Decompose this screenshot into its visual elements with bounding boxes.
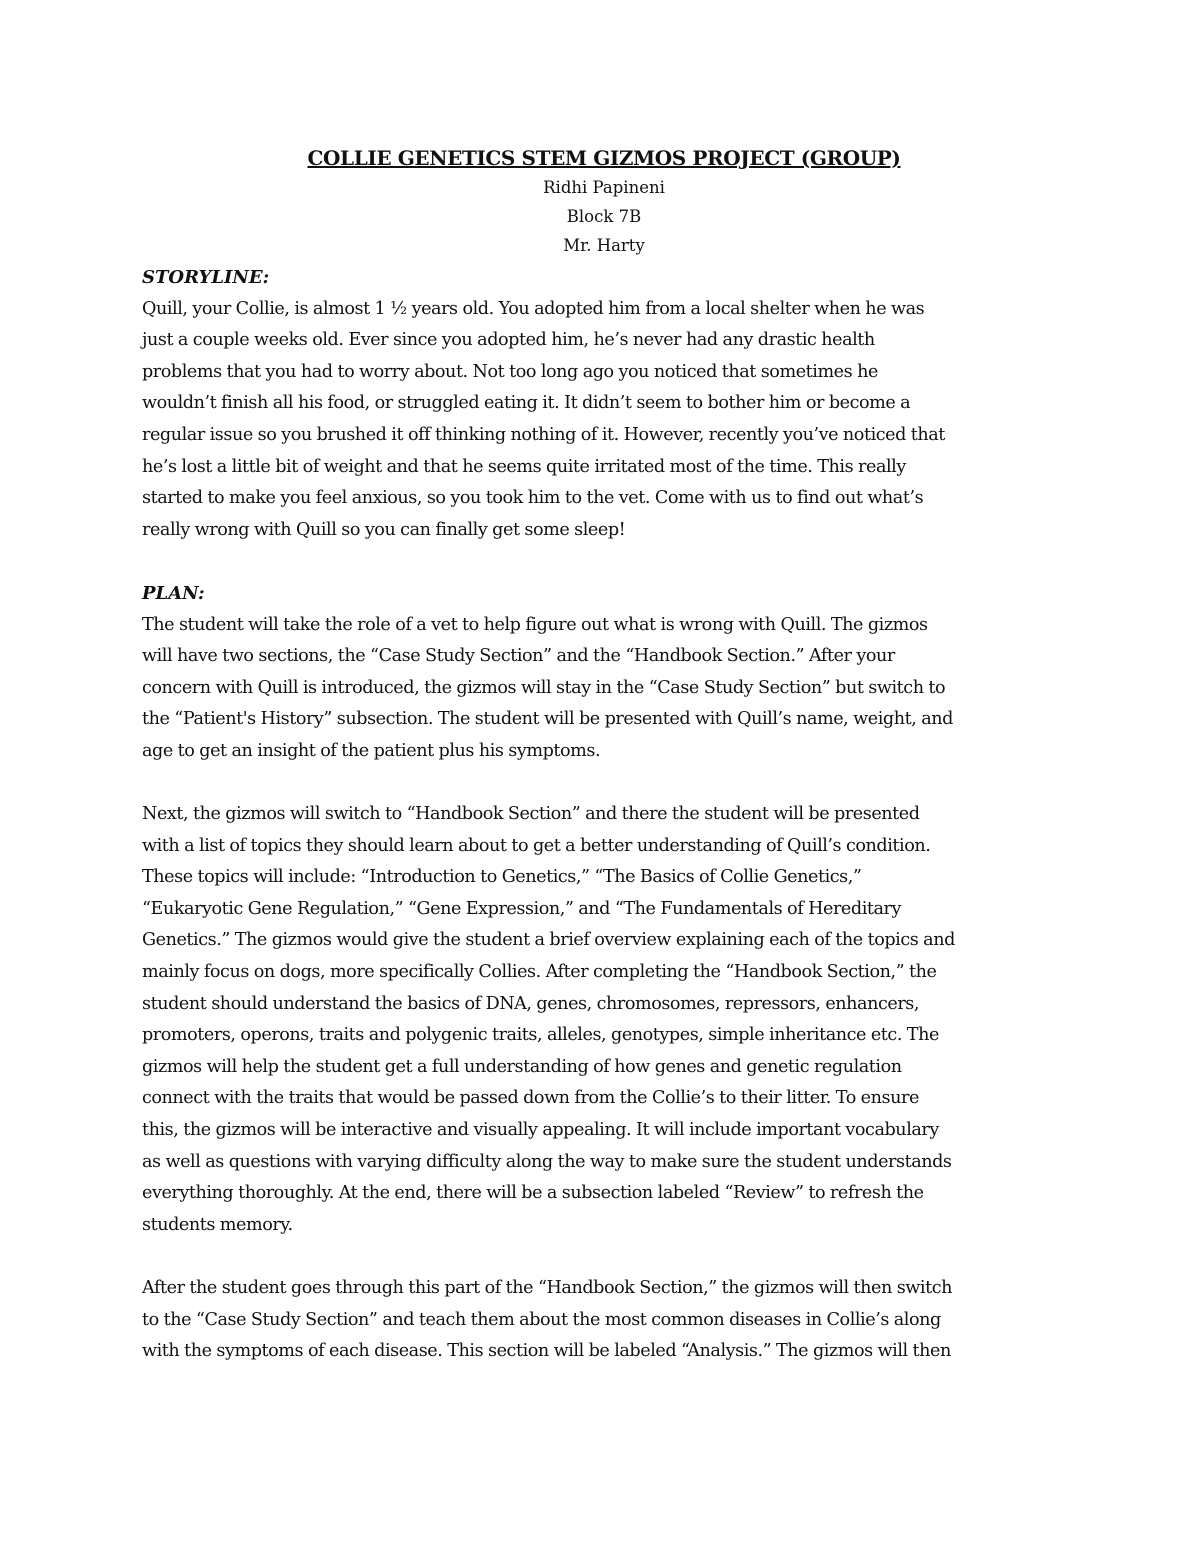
document-body bbox=[142, 143, 1066, 1368]
teacher-name: Mr. Harty bbox=[563, 236, 645, 255]
plan-line: students memory. bbox=[142, 1214, 293, 1235]
plan-line: the “Patient's History” subsection. The student will be presented with Quill’s name, weight, and bbox=[142, 709, 953, 730]
storyline-line: just a couple weeks old. Ever since you adopted him, he’s never had any drastic health bbox=[142, 330, 875, 351]
storyline-line: Quill, your Collie, is almost 1 ½ years old. You adopted him from a local shelter when he was bbox=[142, 298, 925, 319]
plan-line: gizmos will help the student get a full understanding of how genes and genetic regulation bbox=[142, 1056, 902, 1077]
plan-line: After the student goes through this part of the “Handbook Section,” the gizmos will then switch bbox=[142, 1278, 952, 1298]
plan-line: this, the gizmos will be interactive and visually appealing. It will include important vocabulary bbox=[142, 1120, 939, 1141]
storyline-paragraph bbox=[142, 294, 1066, 547]
plan-line: These topics will include: “Introduction to Genetics,” “The Basics of Collie Genetics,” bbox=[142, 867, 862, 888]
storyline-line: regular issue so you brushed it off thinking nothing of it. However, recently you’ve noticed that bbox=[142, 424, 945, 445]
plan-line: “Eukaryotic Gene Regulation,” “Gene Expression,” and “The Fundamentals of Hereditary bbox=[142, 898, 901, 919]
storyline-line: problems that you had to worry about. Not too long ago you noticed that sometimes he bbox=[142, 361, 878, 382]
plan-paragraph-2 bbox=[142, 799, 1066, 1241]
plan-line: promoters, operons, traits and polygenic traits, alleles, genotypes, simple inheritance etc. The bbox=[142, 1025, 939, 1046]
plan-line: The student will take the role of a vet to help figure out what is wrong with Quill. The gizmos bbox=[142, 614, 928, 635]
plan-line: with a list of topics they should learn about to get a better understanding of Quill’s condition. bbox=[142, 835, 931, 856]
plan-paragraph-1 bbox=[142, 610, 1066, 768]
plan-line: everything thoroughly. At the end, there will be a subsection labeled “Review” to refresh the bbox=[142, 1183, 924, 1204]
plan-line: age to get an insight of the patient plus his symptoms. bbox=[142, 740, 601, 761]
plan-line: student should understand the basics of DNA, genes, chromosomes, repressors, enhancers, bbox=[142, 993, 920, 1014]
storyline-line: he’s lost a little bit of weight and that he seems quite irritated most of the time. This really bbox=[142, 456, 906, 477]
plan-line: as well as questions with varying difficulty along the way to make sure the student understands bbox=[142, 1151, 952, 1172]
paragraph-spacer bbox=[142, 1241, 1066, 1273]
plan-line: Next, the gizmos will switch to “Handbook Section” and there the student will be presented bbox=[142, 804, 920, 825]
class-block: Block 7B bbox=[566, 207, 642, 226]
plan-line: will have two sections, the “Case Study Section” and the “Handbook Section.” After your bbox=[142, 646, 895, 667]
plan-line: mainly focus on dogs, more specifically Collies. After completing the “Handbook Section,” the bbox=[142, 962, 937, 983]
paragraph-spacer bbox=[142, 546, 1066, 578]
storyline-line: started to make you feel anxious, so you took him to the vet. Come with us to find out what’s bbox=[142, 488, 924, 509]
paragraph-spacer bbox=[142, 768, 1066, 800]
plan-line: Genetics.” The gizmos would give the student a brief overview explaining each of the topics and bbox=[142, 930, 955, 951]
plan-paragraph-3 bbox=[142, 1273, 1066, 1368]
storyline-heading: STORYLINE: bbox=[142, 267, 270, 288]
plan-line: to the “Case Study Section” and teach them about the most common diseases in Collie’s along bbox=[142, 1309, 941, 1330]
plan-heading: PLAN: bbox=[142, 582, 205, 604]
plan-line: concern with Quill is introduced, the gizmos will stay in the “Case Study Section” but switch to bbox=[142, 677, 946, 698]
document-title: COLLIE GENETICS STEM GIZMOS PROJECT (GROUP) bbox=[307, 146, 901, 170]
author-name: Ridhi Papineni bbox=[543, 178, 665, 197]
storyline-line: wouldn’t finish all his food, or struggled eating it. It didn’t seem to bother him or become a bbox=[142, 393, 911, 414]
plan-line: connect with the traits that would be passed down from the Collie’s to their litter. To ensure bbox=[142, 1088, 919, 1109]
storyline-line: really wrong with Quill so you can finally get some sleep! bbox=[142, 519, 626, 540]
plan-line: with the symptoms of each disease. This section will be labeled “Analysis.” The gizmos will then bbox=[142, 1341, 951, 1362]
